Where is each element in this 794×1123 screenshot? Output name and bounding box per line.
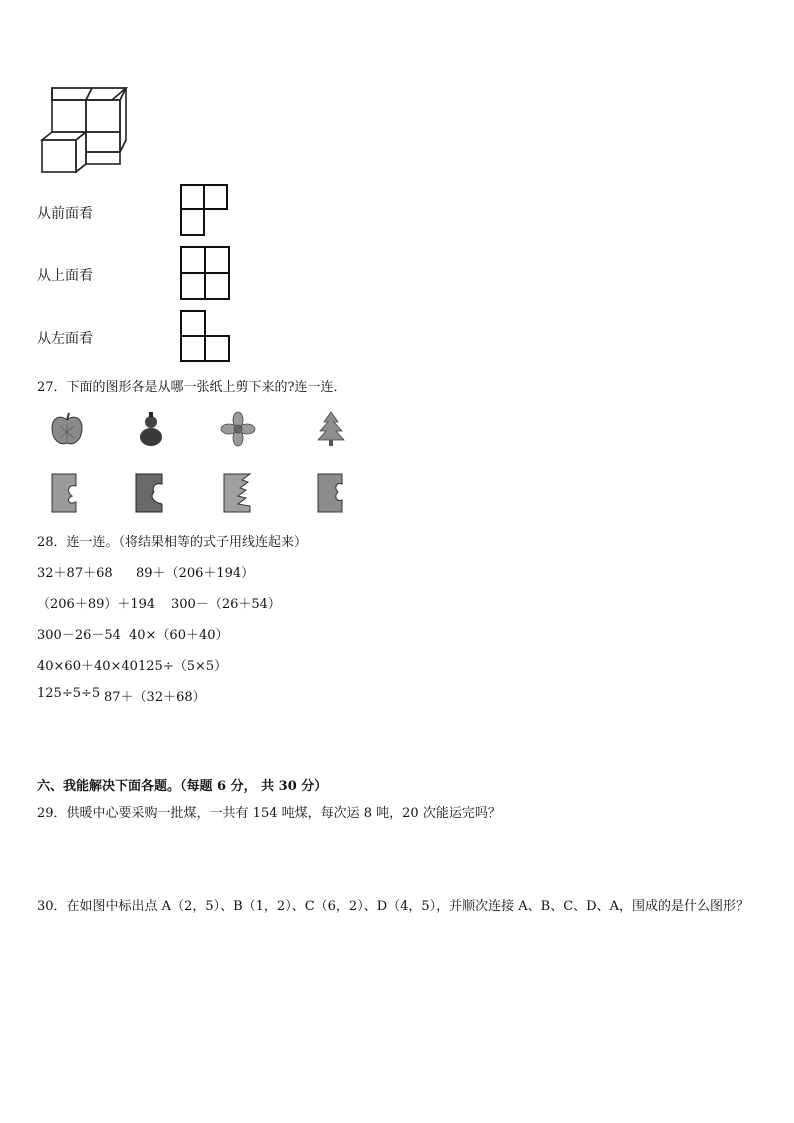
- q28-right-expression: 89＋（206＋194）: [136, 566, 255, 581]
- flower-icon: [221, 412, 255, 446]
- top-view-grid: [180, 246, 232, 302]
- q28-left-expression: 300－26－54: [37, 628, 121, 643]
- q28-left-expression: 32＋87＋68: [37, 566, 113, 581]
- top-view-label: 从上面看: [37, 268, 93, 284]
- q28-left-expression: 125÷5÷5: [37, 686, 101, 701]
- q28-right-expression: 40×（60＋40）: [129, 628, 229, 643]
- q29-text: 29．供暖中心要采购一批煤，一共有 154 吨煤，每次运 8 吨，20 次能运完吗？: [37, 806, 501, 821]
- q28-left-expression: 40×60＋40×40: [37, 659, 138, 674]
- front-view-grid: [180, 184, 230, 238]
- q28-text: 28．连一连。（将结果相等的式子用线连起来）: [37, 535, 308, 550]
- section-heading: 六、我能解决下面各题。（每题 6 分， 共 30 分）: [37, 779, 328, 794]
- gourd-icon: [136, 412, 166, 448]
- paper-cut-icon: [222, 472, 252, 514]
- cube-figure: [38, 78, 134, 178]
- q30-text: 30．在如图中标出点 A（2，5）、B（1，2）、C（6，2）、D（4，5），并顺次连接 A、B、C、D、A，围成的是什么图形？: [37, 899, 749, 914]
- left-view-grid: [180, 310, 232, 364]
- q27-text: 27．下面的图形各是从哪一张纸上剪下来的?连一连．: [37, 380, 347, 395]
- q28-right-expression: 87＋（32＋68）: [104, 690, 206, 705]
- left-view-label: 从左面看: [37, 331, 93, 347]
- q28-left-expression: （206＋89）＋194: [37, 597, 156, 612]
- tree-icon: [316, 411, 346, 447]
- front-view-label: 从前面看: [37, 206, 93, 222]
- paper-cut-icon: [134, 472, 164, 514]
- q28-right-expression: 125÷（5×5）: [138, 659, 228, 674]
- q28-right-expression: 300－（26＋54）: [171, 597, 281, 612]
- paper-cut-icon: [50, 472, 80, 514]
- paper-cut-icon: [316, 472, 346, 514]
- apple-icon: [50, 412, 84, 448]
